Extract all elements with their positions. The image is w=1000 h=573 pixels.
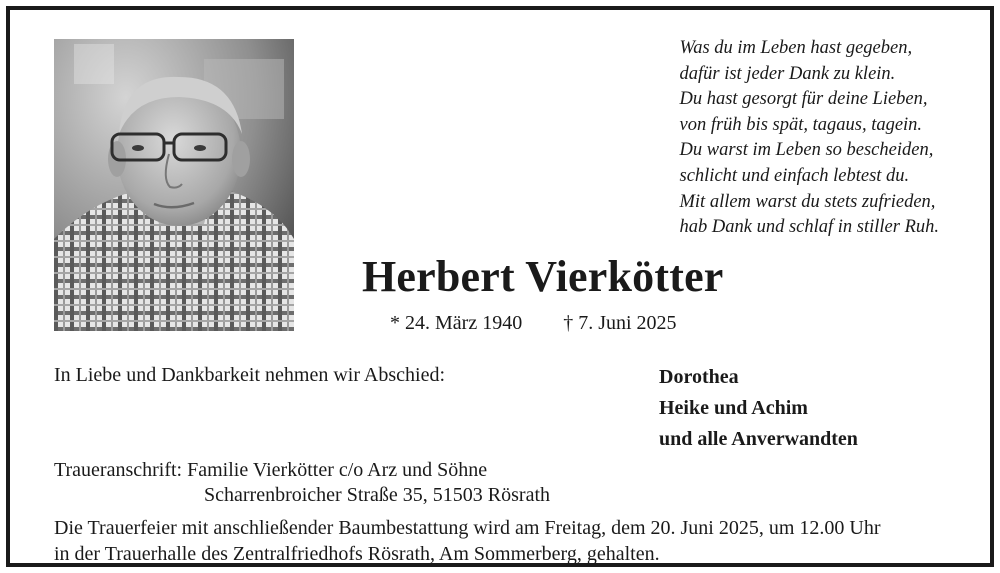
- birth-date: * 24. März 1940: [390, 312, 523, 334]
- poem-line: Du hast gesorgt für deine Lieben,: [679, 89, 928, 110]
- address-line-1: Familie Vierkötter c/o Arz und Söhne: [187, 459, 488, 481]
- memorial-poem: [680, 36, 940, 241]
- service-line: Die Trauerfeier mit anschließender Baumbestattung wird am Freitag, dem 20. Juni 2025, um 12.00 Uhr: [54, 517, 881, 539]
- deceased-name: Herbert Vierkötter: [362, 252, 724, 301]
- mourner: Dorothea: [659, 366, 739, 388]
- poem-line: Mit allem warst du stets zufrieden,: [679, 191, 936, 212]
- death-date: † 7. Juni 2025: [563, 312, 677, 334]
- mourning-address: [54, 458, 550, 508]
- poem-line: Du warst im Leben so bescheiden,: [679, 140, 934, 161]
- poem-line: dafür ist jeder Dank zu klein.: [679, 63, 896, 84]
- mourner: und alle Anverwandten: [659, 428, 858, 450]
- mourner: Heike und Achim: [659, 397, 808, 419]
- poem-line: Was du im Leben hast gegeben,: [679, 38, 913, 58]
- poem-line: schlicht und einfach lebtest du.: [679, 165, 910, 186]
- obituary-card: [6, 6, 994, 567]
- poem-line: hab Dank und schlaf in stiller Ruh.: [679, 217, 939, 238]
- portrait-image: [54, 39, 294, 331]
- funeral-service-info: [54, 516, 881, 567]
- farewell-text: In Liebe und Dankbarkeit nehmen wir Abschied:: [54, 364, 445, 386]
- mourners-list: [659, 362, 858, 455]
- service-line: in der Trauerhalle des Zentralfriedhofs Rösrath, Am Sommerberg, gehalten.: [54, 542, 660, 565]
- portrait-photo: [54, 39, 294, 331]
- life-dates: [390, 312, 677, 335]
- address-line-2: Scharrenbroicher Straße 35, 51503 Rösrath: [204, 484, 551, 506]
- poem-line: von früh bis spät, tagaus, tagein.: [679, 114, 923, 135]
- address-label: Traueranschrift:: [54, 459, 183, 481]
